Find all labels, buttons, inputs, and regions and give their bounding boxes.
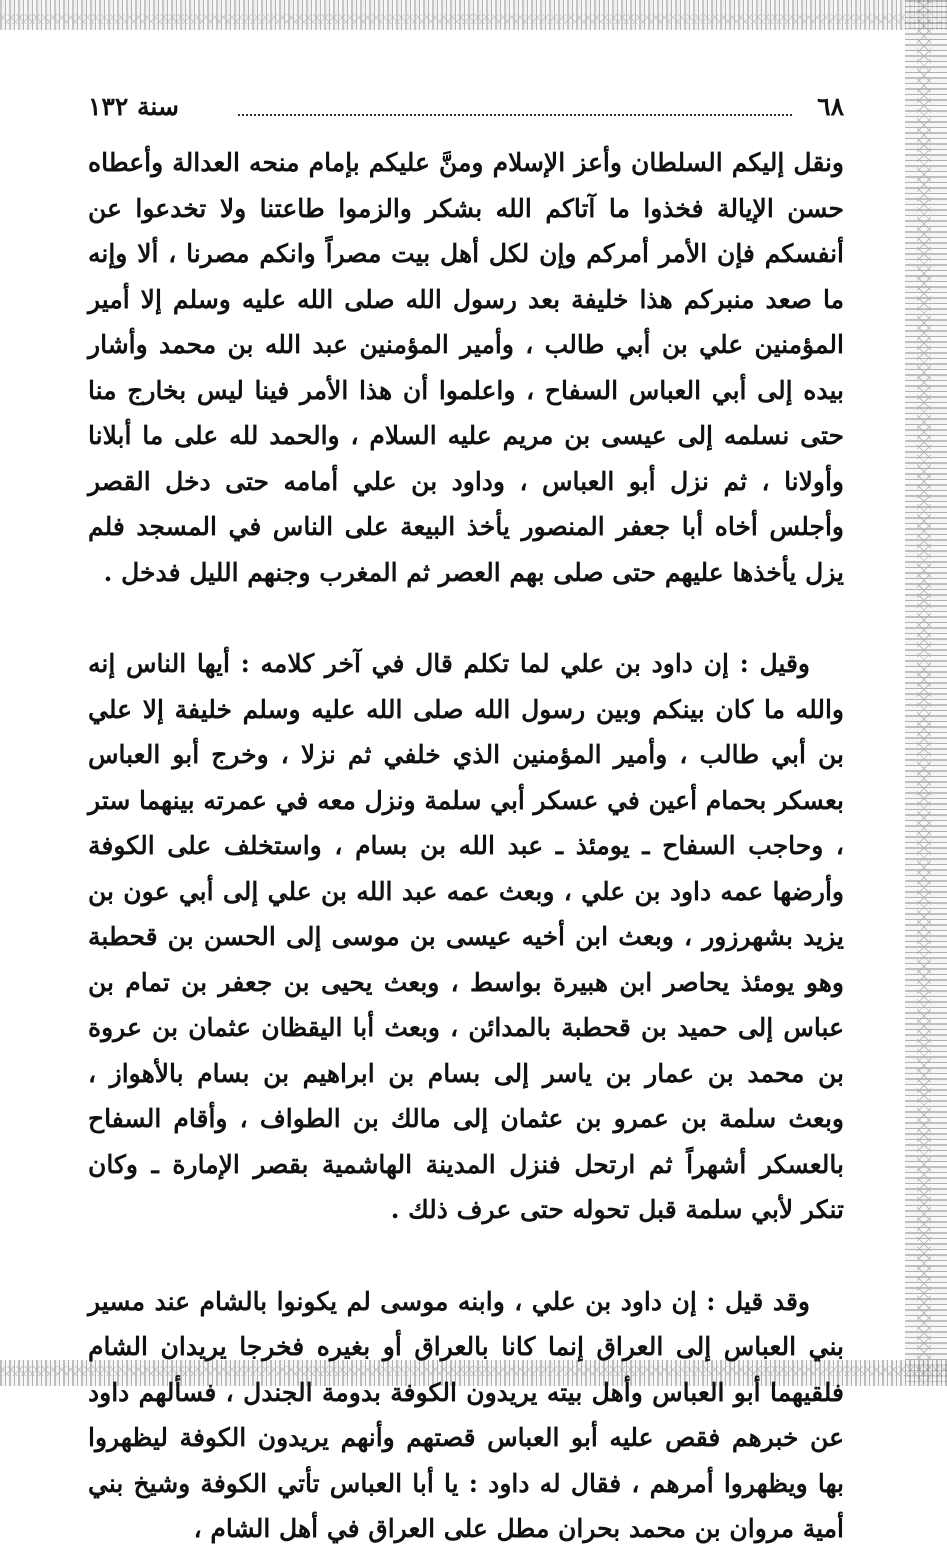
running-header xyxy=(88,88,844,126)
book-page xyxy=(88,88,844,1552)
body-text xyxy=(88,140,844,1552)
page-number: ٦٨ xyxy=(817,92,844,121)
year-label: سنة ١٣٢ xyxy=(88,92,179,121)
paragraph-1: ونقل إليكم السلطان وأعز الإسلام ومنَّ عليكم بإمام منحه العدالة وأعطاه حسن الإيالة فخذوا ما آتاكم الله بشكر والزموا طاعتنا ولا تخدعوا عن أنفسكم فإن الأمر أمركم وإن لكل أهل بيت مصراً وانكم مصرنا ، ألا وإنه ما صعد منبركم هذا خليفة بعد رسول الله صلى الله عليه وسلم إلا أمير المؤمنين علي بن أبي طالب ، وأمير المؤمنين عبد الله بن محمد وأشار بيده إلى أبي العباس السفاح ، واعلموا أن هذا الأمر فينا ليس بخارج منا حتى نسلمه إلى عيسى بن مريم عليه السلام ، والحمد لله على ما أبلانا وأولانا ، ثم نزل أبو العباس ، وداود بن علي أمامه حتى دخل القصر وأجلس أخاه أبا جعفر المنصور يأخذ البيعة على الناس في المسجد فلم يزل يأخذها عليهم حتى صلى بهم العصر ثم المغرب وجنهم الليل فدخل . xyxy=(88,148,844,587)
paragraph-3: وقد قيل : إن داود بن علي ، وابنه موسى لم يكونوا بالشام عند مسير بني العباس إلى العراق إنما كانا بالعراق أو بغيره فخرجا يريدان الشام فلقيهما أبو العباس وأهل بيته يريدون الكوفة بدومة الجندل ، فسألهم داود عن خبرهم فقص عليه أبو العباس قصتهم وأنهم يريدون الكوفة ليظهروا بها ويظهروا أمرهم ، فقال له داود : يا أبا العباس تأتي الكوفة وشيخ بني أمية مروان بن محمد بحران مطل على العراق في أهل الشام ، xyxy=(88,1286,844,1543)
paragraph-2: وقيل : إن داود بن علي لما تكلم قال في آخر كلامه : أيها الناس إنه والله ما كان بينكم وبين رسول الله صلى الله عليه وسلم خليفة إلا علي بن أبي طالب ، وأمير المؤمنين الذي خلفي ثم نزلا ، وخرج أبو العباس بعسكر بحمام أعين في عسكر أبي سلمة ونزل معه في عمرته بينهما ستر ، وحاجب السفاح ـ يومئذ ـ عبد الله بن بسام ، واستخلف على الكوفة وأرضها عمه داود بن علي ، وبعث عمه عبد الله بن علي إلى أبي عون بن يزيد بشهرزور ، وبعث ابن أخيه عيسى بن موسى إلى الحسن بن قحطبة وهو يومئذ يحاصر ابن هبيرة بواسط ، وبعث يحيى بن جعفر بن تمام بن عباس إلى حميد بن قحطبة بالمدائن ، وبعث أبا اليقظان عثمان بن عروة بن محمد بن عمار بن ياسر إلى بسام بن ابراهيم بن بسام بالأهواز ، وبعث سلمة بن عمرو بن عثمان إلى مالك بن الطواف ، وأقام السفاح بالعسكر أشهراً ثم ارتحل فنزل المدينة الهاشمية بقصر الإمارة ـ وكان تنكر لأبي سلمة قبل تحوله حتى عرف ذلك . xyxy=(88,649,844,1224)
right-border-ornament xyxy=(905,0,947,1386)
top-border-ornament xyxy=(0,0,947,30)
header-dotted-rule xyxy=(238,114,792,116)
